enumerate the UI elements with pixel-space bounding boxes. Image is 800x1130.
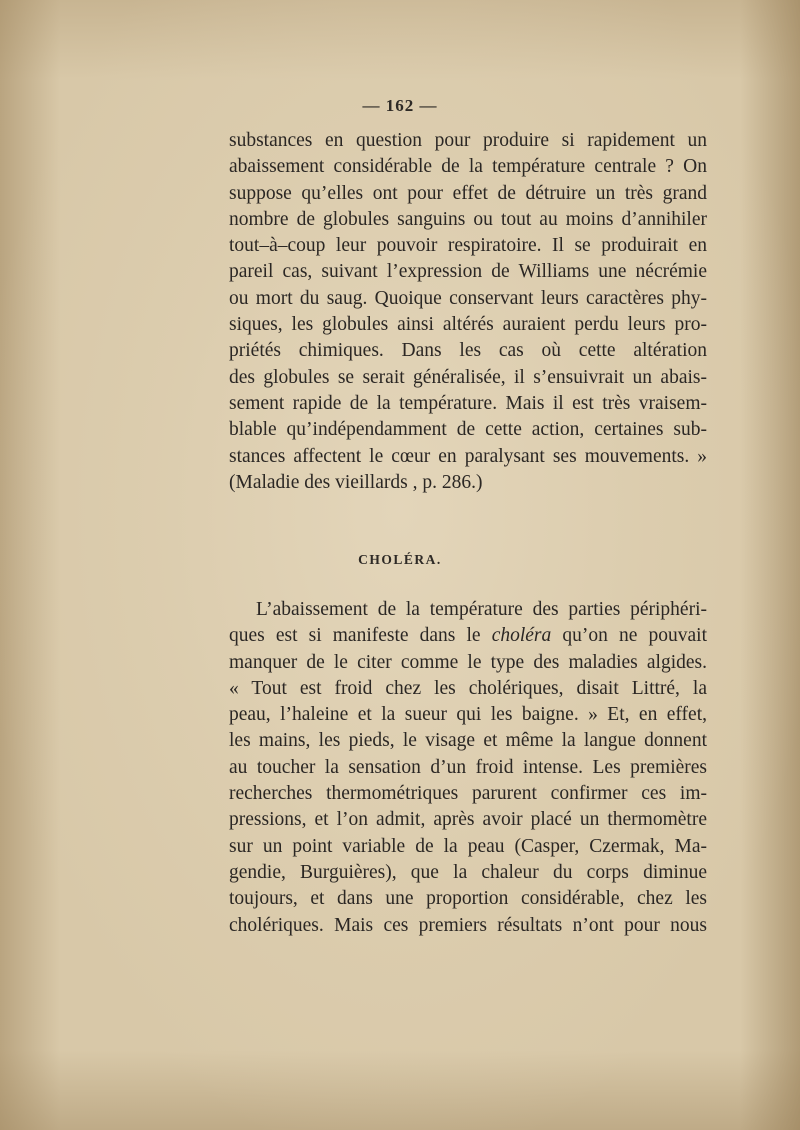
text-line: stances affectent le cœur en paralysant ses mouvements. » <box>229 445 707 467</box>
text-line: recherches thermométriques parurent confirmer ces im- <box>229 783 707 805</box>
text-line: au toucher la sensation d’un froid intense. Les premières <box>229 756 707 778</box>
text-line: L’abaissement de la température des parties périphéri- <box>256 599 707 620</box>
text-line: toujours, et dans une proportion considérable, chez les <box>229 888 707 910</box>
section-heading: CHOLÉRA. <box>358 552 442 567</box>
text-line: sur un point variable de la peau (Casper, Czermak, Ma- <box>229 835 707 857</box>
text-line: sement rapide de la température. Mais il est très vraisem- <box>229 392 707 414</box>
text-line: nombre de globules sanguins ou tout au moins d’annihiler <box>229 208 707 230</box>
text-line: ou mort du saug. Quoique conservant leurs caractères phy- <box>229 287 707 309</box>
text-line: pareil cas, suivant l’expression de Williams une nécrémie <box>229 261 707 283</box>
italic-word: choléra <box>491 625 552 647</box>
text-line: « Tout est froid chez les cholériques, disait Littré, la <box>229 677 707 699</box>
text-line: manquer de le citer comme le type des maladies algides. <box>229 651 707 673</box>
text-line: blable qu’indépendamment de cette action, certaines sub- <box>229 419 707 441</box>
text-line: pressions, et l’on admit, après avoir placé un thermomètre <box>229 809 707 831</box>
text-line: priétés chimiques. Dans les cas où cette altération <box>229 340 707 362</box>
text-line: (Maladie des vieillards , p. 286.) <box>229 471 483 493</box>
text-line: siques, les globules ainsi altérés auraient perdu leurs pro- <box>229 314 707 336</box>
paragraph-continuation <box>229 128 707 496</box>
text-line: tout–à–coup leur pouvoir respiratoire. Il se produirait en <box>229 235 707 257</box>
text-line: abaissement considérable de la température centrale ? On <box>229 156 707 178</box>
text-line: peau, l’haleine et la sueur qui les baigne. » Et, en effet, <box>229 704 707 726</box>
text-line: ques est si manifeste dans le choléra qu’on ne pouvait <box>229 625 708 647</box>
text-line: substances en question pour produire si rapidement un <box>229 130 707 151</box>
paragraph-cholera <box>229 597 707 939</box>
text-line: les mains, les pieds, le visage et même la langue donnent <box>229 730 707 752</box>
text-line: des globules se serait généralisée, il s’ensuivrait un abais- <box>229 366 707 388</box>
text-line: gendie, Burguières), que la chaleur du corps diminue <box>229 861 707 883</box>
text-line: suppose qu’elles ont pour effet de détruire un très grand <box>229 182 707 204</box>
page-number: — 162 — <box>362 96 438 115</box>
text-line: cholériques. Mais ces premiers résultats n’ont pour nous <box>229 914 707 936</box>
